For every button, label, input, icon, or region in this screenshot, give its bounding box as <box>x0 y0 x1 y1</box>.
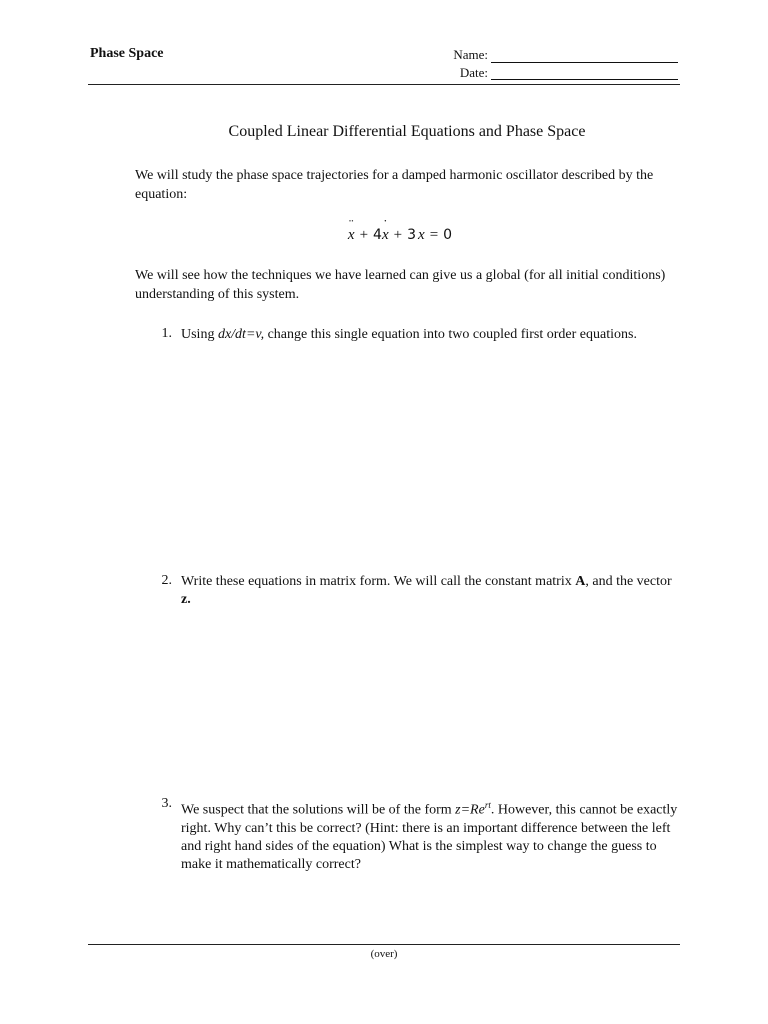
question-1-math: dx/dt=v, <box>217 327 265 342</box>
equation-x-ddot: ¨ x <box>348 227 355 243</box>
header-title: Phase Space <box>90 46 164 61</box>
question-1-text-a: Using <box>181 327 218 342</box>
question-3-exponent: rt <box>484 800 491 810</box>
question-2-text <box>181 573 681 609</box>
footer-over: (over) <box>370 948 398 960</box>
header-divider <box>88 84 680 85</box>
question-2-bold-a: A <box>575 574 586 589</box>
equation-x: x <box>418 227 425 243</box>
question-2-text-a: Write these equations in matrix form. We will call the constant matrix <box>181 574 576 589</box>
question-3-number: 3. <box>161 796 172 811</box>
equation-coef-3: 3 <box>407 227 417 243</box>
equation-equals: = <box>429 227 439 243</box>
intro2-paragraph: We will see how the techniques we have learned can give us a global (for all initial conditions) understanding of this system. <box>135 268 666 302</box>
intro-paragraph: We will study the phase space trajectories for a damped harmonic oscillator described by the equation: <box>135 168 654 202</box>
question-1-text-b: change this single equation into two coupled first order equations. <box>264 327 637 342</box>
equation-coef-4: 4 <box>373 227 382 243</box>
question-2-number: 2. <box>161 573 172 588</box>
document-title: Coupled Linear Differential Equations and Phase Space <box>228 123 586 140</box>
question-3-text-b: . However, this cannot be exactly right. Why can’t this be correct? (Hint: there is an important difference between the left and right hand sides of the equation) What is the simplest way to change the guess to make it mathematically correct? <box>181 802 678 872</box>
equation <box>0 227 768 244</box>
question-3-text-a: We suspect that the solutions will be of the form <box>181 802 456 818</box>
name-field[interactable] <box>491 62 678 63</box>
question-3-text <box>181 796 681 874</box>
question-2-text-b: , and the vector <box>585 574 672 589</box>
footer-divider <box>88 944 680 945</box>
equation-rhs: 0 <box>443 227 453 243</box>
equation-x-dot: ˙ x <box>382 227 389 243</box>
date-field[interactable] <box>491 79 678 80</box>
equation-plus-2: + <box>393 227 403 243</box>
question-3-math: z=Re <box>455 802 485 818</box>
question-1-number: 1. <box>161 326 172 341</box>
date-label: Date: <box>459 65 488 80</box>
question-1-text <box>181 326 681 344</box>
equation-plus-1: + <box>359 227 369 243</box>
question-2-bold-z: z. <box>181 592 191 607</box>
name-label: Name: <box>453 47 488 62</box>
